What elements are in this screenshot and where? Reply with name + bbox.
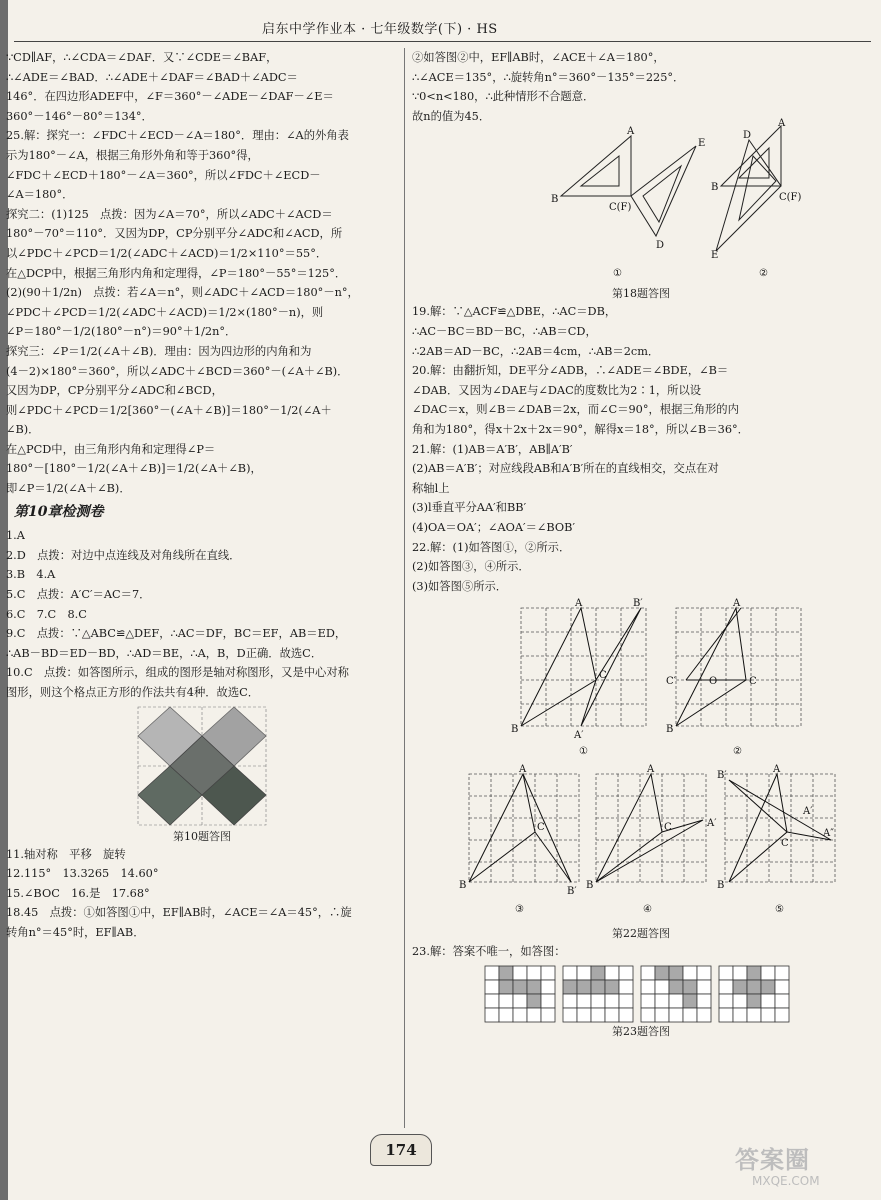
q22-g5-sub: ⑤ xyxy=(775,904,784,916)
answer-line: 1.A xyxy=(6,529,25,543)
q22-g2-A: A xyxy=(733,598,741,610)
answer-line: 18.45 点拨：①如答图①中，EF∥AB时，∠ACE＝∠A＝45°，∴旋 xyxy=(6,906,352,920)
q23-cell xyxy=(541,966,555,980)
q22-lines5 xyxy=(729,774,831,882)
q22-g4-C: C xyxy=(664,822,672,834)
q23-cell xyxy=(775,980,789,994)
text-line: ∠P＝180°－1/2(180°－n°)＝90°＋1/2n°． xyxy=(6,325,237,339)
right-column xyxy=(412,48,870,1040)
q22-g4-sub: ④ xyxy=(643,904,652,916)
q22-g1-A: A xyxy=(575,598,583,610)
q22-g2-sub: ② xyxy=(733,746,742,758)
answer-line: 11.轴对称 平移 旋转 xyxy=(6,847,126,861)
q23-caption: 第23题答图 xyxy=(612,1024,670,1038)
q23-cell xyxy=(485,1008,499,1022)
q22-lines1 xyxy=(521,608,641,726)
q23-shaded-cell xyxy=(683,994,697,1008)
q22-figure xyxy=(441,596,841,926)
q23-shaded-cell xyxy=(591,980,605,994)
text-line: 25.解：探究一：∠FDC＋∠ECD－∠A＝180°．理由：∠A的外角表 xyxy=(6,129,349,143)
text-line: ∠A＝180°． xyxy=(6,188,74,202)
q23-cell xyxy=(605,966,619,980)
q22-g2-C: C xyxy=(749,676,757,688)
q23-cell xyxy=(669,994,683,1008)
q22-g2-C1: C′ xyxy=(666,676,676,688)
q18-label-b2: B xyxy=(711,182,719,194)
q10-figure xyxy=(132,703,272,829)
q23-cell xyxy=(641,1008,655,1022)
q23-cell xyxy=(775,994,789,1008)
text-line: ②如答图②中，EF∥AB时，∠ACE＋∠A＝180°， xyxy=(412,51,665,64)
answer-line: 10.C 点拨：如答图所示，组成的图形是轴对称图形，又是中心对称 xyxy=(6,666,349,680)
answer-line: 图形，则这个格点正方形的作法共有4种．故选C． xyxy=(6,686,260,699)
q23-cell xyxy=(697,980,711,994)
q23-shaded-cell xyxy=(513,980,527,994)
q23-cell xyxy=(513,1008,527,1022)
text-line: (2)AB＝A′B′；对应线段AB和A′B′所在的直线相交，交点在对 xyxy=(412,462,719,476)
chapter-title: 第10章检测卷 xyxy=(14,503,104,520)
q22-g5-A: A xyxy=(773,764,781,776)
column-divider xyxy=(404,48,405,1128)
q18-label-cf2: C(F) xyxy=(779,192,802,204)
q23-shaded-cell xyxy=(747,994,761,1008)
text-line: 在△DCP中，根据三角形内角和定理得，∠P＝180°－55°＝125°． xyxy=(6,266,347,280)
text-line: ∵CD∥AF，∴∠CDA＝∠DAF．又∵∠CDE＝∠BAF， xyxy=(6,51,278,64)
q18-sub2: ② xyxy=(759,268,768,280)
q18-sub1: ① xyxy=(613,268,622,280)
q23-cell xyxy=(733,966,747,980)
text-line: 角和为180°，得x＋2x＋2x＝90°，解得x＝18°，所以∠B＝36°． xyxy=(412,422,749,436)
q22-g3-C: C xyxy=(537,822,545,834)
q23-cell xyxy=(719,980,733,994)
q18-label-a1: A xyxy=(627,126,635,138)
text-line: 称轴l上 xyxy=(412,481,450,495)
q18-label-a2: A xyxy=(778,118,786,130)
q23-cell xyxy=(641,966,655,980)
q23-cell xyxy=(641,994,655,1008)
q23-cell xyxy=(655,1008,669,1022)
text-line: 探究二：(1)125 点拨：因为∠A＝70°，所以∠ADC＋∠ACD＝ xyxy=(6,207,333,221)
q23-cell xyxy=(719,994,733,1008)
q22-grid3 xyxy=(469,774,579,882)
q23-cell xyxy=(485,966,499,980)
text-line: 示为180°－∠A，根据三角形外角和等于360°得， xyxy=(6,148,259,162)
q18-fig1 xyxy=(561,136,696,236)
q18-label-d1: D xyxy=(656,240,665,252)
q23-cell xyxy=(527,966,541,980)
q23-cell xyxy=(775,966,789,980)
q23-shaded-cell xyxy=(563,980,577,994)
q22-g3-B: B xyxy=(459,880,467,892)
text-line: (3)l垂直平分AA′和BB′ xyxy=(412,501,527,515)
q22-lines2 xyxy=(676,608,746,726)
q22-lines3 xyxy=(469,774,571,882)
q23-cell xyxy=(605,1008,619,1022)
text-line: 探究三：∠P＝1/2(∠A＋∠B)．理由：因为四边形的内角和为 xyxy=(6,344,312,358)
q18-label-e2: E xyxy=(711,250,719,262)
left-column xyxy=(6,48,398,943)
right-text-block-2 xyxy=(412,302,870,596)
text-line: 19.解：∵△ACF≌△DBE，∴AC＝DB， xyxy=(412,305,617,319)
q23-cell xyxy=(527,1008,541,1022)
text-line: 即∠P＝1/2(∠A＋∠B)． xyxy=(6,482,131,496)
text-line: ∠DAB．又因为∠DAE与∠DAC的度数比为2∶1，所以设 xyxy=(412,383,702,397)
q23-cell xyxy=(541,994,555,1008)
answers-block-2 xyxy=(6,845,398,943)
text-line: (4)OA＝OA′；∠AOA′＝∠BOB′ xyxy=(412,520,576,534)
text-line: 20.解：由翻折知，DE平分∠ADB，∴∠ADE＝∠BDE，∠B＝ xyxy=(412,364,729,378)
text-line: 则∠PDC＋∠PCD＝1/2[360°－(∠A＋∠B)]＝180°－1/2(∠A＋ xyxy=(6,403,332,417)
q22-g4-A: A xyxy=(647,764,655,776)
text-line: ∠PDC＋∠PCD＝1/2(∠ADC＋∠ACD)＝1/2×(180°－n)，则 xyxy=(6,305,324,319)
q18-label-d2: D xyxy=(743,130,752,142)
q23-cell xyxy=(697,966,711,980)
text-line: 180°－[180°－1/2(∠A＋∠B)]＝1/2(∠A＋∠B)， xyxy=(6,462,262,476)
q23-grids xyxy=(485,966,789,1022)
q23-shaded-cell xyxy=(747,966,761,980)
answer-line: ∴AB－BD＝ED－BD，∴AD＝BE，∴A，B，D正确．故选C． xyxy=(6,646,323,660)
q23-cell xyxy=(761,966,775,980)
q18-caption: 第18题答图 xyxy=(612,287,670,301)
text-line: 22.解：(1)如答图①，②所示． xyxy=(412,540,571,554)
q23-cell xyxy=(577,966,591,980)
text-line: 146°．在四边形ADEF中，∠F＝360°－∠ADE－∠DAF－∠E＝ xyxy=(6,90,334,104)
text-line: 故n的值为45． xyxy=(412,109,491,123)
q22-g1-sub: ① xyxy=(579,746,588,758)
q23-cell xyxy=(499,1008,513,1022)
q23-cell xyxy=(669,1008,683,1022)
q23-cell xyxy=(485,980,499,994)
text-line: ∠FDC＋∠ECD＋180°－∠A＝360°，所以∠FDC＋∠ECD－ xyxy=(6,168,321,182)
q22-g5-A2: A″ xyxy=(823,828,834,840)
text-line: ∴2AB＝AD－BC，∴2AB＝4cm，∴AB＝2cm． xyxy=(412,344,660,358)
q18-fig2 xyxy=(716,126,781,251)
answer-line: 3.B 4.A xyxy=(6,568,56,582)
q23-shaded-cell xyxy=(577,980,591,994)
answers-block xyxy=(6,526,398,702)
q23-shaded-cell xyxy=(499,980,513,994)
text-line: ∴AC－BC＝BD－BC，∴AB＝CD， xyxy=(412,324,597,338)
page-header: 启东中学作业本 · 七年级数学(下) · HS xyxy=(262,22,498,37)
header-rule xyxy=(14,41,871,42)
q18-label-b1: B xyxy=(551,194,559,206)
q23-cell xyxy=(605,994,619,1008)
q22-g1-C: C xyxy=(599,670,607,682)
q22-g5-B1: B′ xyxy=(717,770,727,782)
q23-cell xyxy=(733,994,747,1008)
q22-g1-B1: B′ xyxy=(633,598,643,610)
q23-cell xyxy=(775,1008,789,1022)
answer-line: 9.C 点拨：∵△ABC≌△DEF，∴AC＝DF，BC＝EF，AB＝ED， xyxy=(6,627,347,641)
text-line: 180°－70°＝110°．又因为DP，CP分别平分∠ADC和∠ACD，所 xyxy=(6,227,343,241)
text-line: 又因为DP，CP分别平分∠ADC和∠BCD， xyxy=(6,384,223,398)
q23-cell xyxy=(619,980,633,994)
q23-cell xyxy=(697,994,711,1008)
q22-g5-A1: A′ xyxy=(803,806,813,818)
q22-grid1 xyxy=(521,608,646,726)
q23-cell xyxy=(683,1008,697,1022)
q23-cell xyxy=(641,980,655,994)
watermark-logo: 答案圈 xyxy=(735,1146,810,1174)
q23-cell xyxy=(655,994,669,1008)
q23-cell xyxy=(761,1008,775,1022)
q23-cell xyxy=(733,1008,747,1022)
page-number: 174 xyxy=(370,1134,432,1166)
watermark-url: MXQE.COM xyxy=(752,1174,820,1188)
q23-cell xyxy=(697,1008,711,1022)
q23-cell xyxy=(485,994,499,1008)
q10-caption: 第10题答图 xyxy=(173,829,231,843)
answer-line: 转角n°＝45°时，EF∥AB． xyxy=(6,925,145,939)
text-line: ∴∠ACE＝135°，∴旋转角n°＝360°－135°＝225°． xyxy=(412,70,685,84)
right-text-block xyxy=(412,48,870,126)
q23-shaded-cell xyxy=(655,966,669,980)
q22-caption: 第22题答图 xyxy=(612,927,670,941)
q23-cell xyxy=(563,966,577,980)
q23-shaded-cell xyxy=(669,980,683,994)
q22-g1-A1: A′ xyxy=(574,730,584,742)
answer-line: 12.115° 13.3265 14.60° xyxy=(6,867,159,881)
q23-shaded-cell xyxy=(605,980,619,994)
text-line: ∠DAC＝x，则∠B＝∠DAB＝2x，而∠C＝90°，根据三角形的内 xyxy=(412,403,739,417)
q23-shaded-cell xyxy=(683,980,697,994)
text-line: ∴∠ADE＝∠BAD．∴∠ADE＋∠DAF＝∠BAD＋∠ADC＝ xyxy=(6,70,298,84)
q18-figure xyxy=(491,118,802,286)
q23-cell xyxy=(619,994,633,1008)
q22-g3-A: A xyxy=(519,764,527,776)
q23-cell xyxy=(563,994,577,1008)
text-line: ∠B)． xyxy=(6,423,40,437)
answer-line: 15.∠BOC 16.是 17.68° xyxy=(6,886,150,900)
answer-line: 2.D 点拨：对边中点连线及对角线所在直线． xyxy=(6,548,241,562)
text-line: ∵0<n<180，∴此种情形不合题意． xyxy=(412,90,595,104)
q23-cell xyxy=(761,994,775,1008)
q23-cell xyxy=(747,1008,761,1022)
q23-cell xyxy=(577,1008,591,1022)
q23-shaded-cell xyxy=(747,980,761,994)
q18-label-e1: E xyxy=(698,138,706,150)
q23-cell xyxy=(499,994,513,1008)
q23-shaded-cell xyxy=(591,966,605,980)
q23-shaded-cell xyxy=(761,980,775,994)
q23-cell xyxy=(541,1008,555,1022)
answer-line: 6.C 7.C 8.C xyxy=(6,607,87,621)
left-text-block xyxy=(6,48,398,499)
q23-cell xyxy=(591,994,605,1008)
q23-cell xyxy=(591,1008,605,1022)
text-line: (2)如答图③，④所示． xyxy=(412,560,530,574)
q23-cell xyxy=(719,966,733,980)
text-line: 21.解：(1)AB＝A′B′，AB∥A′B′ xyxy=(412,442,573,456)
text-line: 在△PCD中，由三角形内角和定理得∠P＝ xyxy=(6,442,216,456)
q23-cell xyxy=(719,1008,733,1022)
q22-g4-B: B xyxy=(586,880,594,892)
q23-cell xyxy=(655,980,669,994)
q22-g5-B: B xyxy=(717,880,725,892)
q23-cell xyxy=(541,980,555,994)
q23-shaded-cell xyxy=(499,966,513,980)
text-line: 360°－146°－80°＝134°． xyxy=(6,109,153,123)
q22-g3-sub: ③ xyxy=(515,904,524,916)
q23-shaded-cell xyxy=(733,980,747,994)
text-line: (3)如答图⑤所示． xyxy=(412,579,508,593)
q22-g4-A1: A′ xyxy=(707,818,717,830)
answer-line: 5.C 点拨：A′C′＝AC＝7． xyxy=(6,588,151,602)
q23-cell xyxy=(563,1008,577,1022)
q22-g2-O: O xyxy=(709,676,718,688)
q23-cell xyxy=(619,1008,633,1022)
q22-g3-B1: B′ xyxy=(567,886,577,898)
q23-shaded-cell xyxy=(527,980,541,994)
q18-label-cf1: C(F) xyxy=(609,202,632,214)
q22-g1-B: B xyxy=(511,724,519,736)
q23-cell xyxy=(513,966,527,980)
q23-cell xyxy=(683,966,697,980)
q22-g2-B: B xyxy=(666,724,674,736)
q23-cell xyxy=(577,994,591,1008)
q23-cell xyxy=(513,994,527,1008)
text-line: (4－2)×180°＝360°，所以∠ADC＋∠BCD＝360°－(∠A＋∠B)． xyxy=(6,364,349,378)
q22-lines4 xyxy=(596,774,703,882)
text-line: (2)(90＋1/2n) 点拨：若∠A＝n°，则∠ADC＋∠ACD＝180°－n°， xyxy=(6,286,359,300)
q23-shaded-cell xyxy=(669,966,683,980)
text-line: 以∠PDC＋∠PCD＝1/2(∠ADC＋∠ACD)＝1/2×110°＝55°． xyxy=(6,246,328,260)
q23-shaded-cell xyxy=(527,994,541,1008)
q23-text: 23.解：答案不唯一，如答图： xyxy=(412,945,566,959)
q23-figure xyxy=(481,962,801,1024)
q22-g5-C: C xyxy=(781,838,789,850)
q23-cell xyxy=(619,966,633,980)
